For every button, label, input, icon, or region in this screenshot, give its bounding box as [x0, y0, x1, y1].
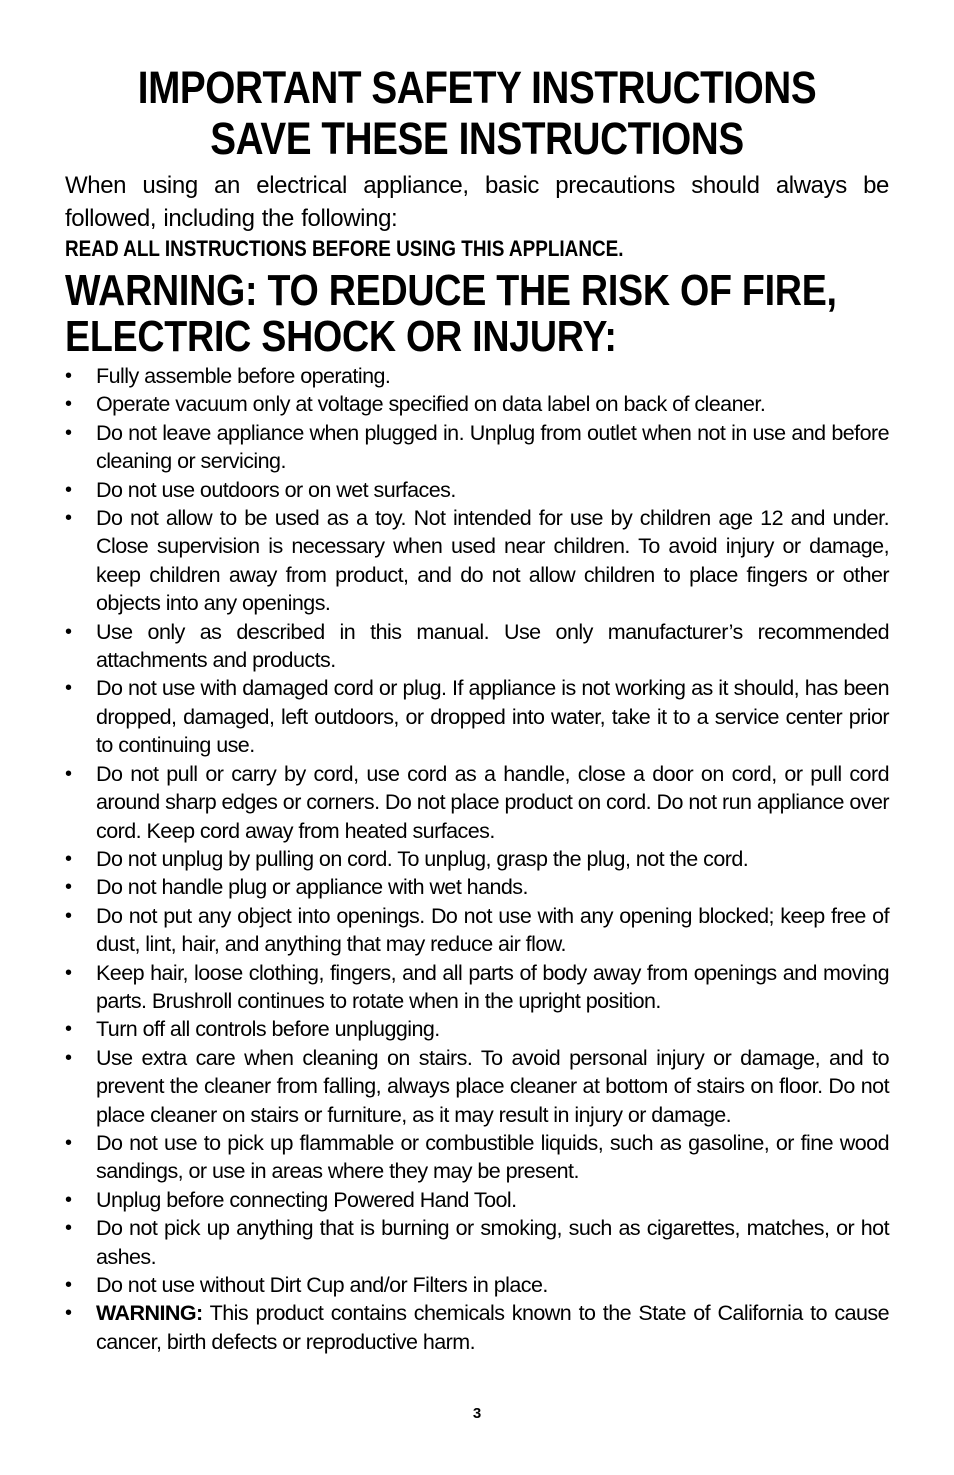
bullet-icon: •	[65, 1302, 72, 1325]
list-item-text: Keep hair, loose clothing, fingers, and all parts of body away from openings and moving parts. Brushroll continues to rotate when in the upright position.	[96, 960, 889, 1013]
warning-heading	[65, 266, 837, 361]
list-item	[65, 419, 889, 476]
list-item	[65, 1044, 889, 1129]
bullet-icon: •	[65, 677, 72, 700]
bullet-icon: •	[65, 847, 72, 870]
warning-heading-line-1: WARNING: TO REDUCE THE RISK OF FIRE,	[65, 266, 837, 315]
list-item	[65, 902, 889, 959]
list-item-california-warning	[65, 1299, 889, 1356]
list-item-text: Do not use with damaged cord or plug. If appliance is not working as it should, has been dropped, damaged, left outdoors, or dropped into water, take it to a service center prior to continuing use.	[96, 676, 889, 758]
list-item-text: Do not use outdoors or on wet surfaces.	[96, 477, 456, 502]
read-all-notice: READ ALL INSTRUCTIONS BEFORE USING THIS APPLIANCE.	[65, 236, 624, 261]
list-item	[65, 1186, 889, 1214]
list-item	[65, 618, 889, 675]
list-item	[65, 674, 889, 759]
bullet-icon: •	[65, 762, 72, 785]
bullet-icon: •	[65, 1131, 72, 1154]
bullet-icon: •	[65, 1018, 72, 1041]
intro-paragraph: When using an electrical appliance, basic precautions should always be followed, including the following:	[65, 172, 889, 232]
list-item	[65, 1271, 889, 1299]
list-item-text: Do not pick up anything that is burning or smoking, such as cigarettes, matches, or hot ashes.	[96, 1216, 889, 1269]
list-item-text: Do not unplug by pulling on cord. To unplug, grasp the plug, not the cord.	[96, 846, 749, 871]
page-number: 3	[472, 1405, 482, 1422]
warning-heading-line-2: ELECTRIC SHOCK OR INJURY:	[65, 312, 617, 361]
bullet-icon: •	[65, 1188, 72, 1211]
list-item	[65, 362, 889, 390]
list-item	[65, 760, 889, 845]
list-item-text: Do not allow to be used as a toy. Not intended for use by children age 12 and under. Close supervision is necessary when used near children. To avoid injury or damage, keep children away from product, and do not allow children to place fingers or other objects into any openings.	[96, 506, 889, 616]
safety-instructions-page	[65, 62, 889, 1356]
bullet-icon: •	[65, 478, 72, 501]
list-item	[65, 873, 889, 901]
list-item	[65, 1129, 889, 1186]
list-item-text: Turn off all controls before unplugging.	[96, 1017, 440, 1042]
page-title	[123, 62, 832, 164]
bullet-icon: •	[65, 961, 72, 984]
list-item-text: Do not use without Dirt Cup and/or Filters in place.	[96, 1273, 548, 1297]
list-item-text: Operate vacuum only at voltage specified on data label on back of cleaner.	[96, 392, 766, 417]
california-warning-label: WARNING:	[96, 1301, 203, 1326]
list-item	[65, 1015, 889, 1043]
bullet-icon: •	[65, 393, 72, 416]
list-item-text: Do not pull or carry by cord, use cord as a handle, close a door on cord, or pull cord around sharp edges or corners. Do not place product on cord. Do not run appliance over cord. Keep cord away from heated surfaces.	[96, 761, 889, 843]
list-item	[65, 1214, 889, 1271]
bullet-icon: •	[65, 904, 72, 927]
list-item-text: Fully assemble before operating.	[96, 364, 391, 388]
bullet-icon: •	[65, 1274, 72, 1296]
list-item-text: Do not use to pick up flammable or combustible liquids, such as gasoline, or fine wood sandings, or use in areas where they may be present.	[96, 1130, 889, 1184]
title-line-1: IMPORTANT SAFETY INSTRUCTIONS	[137, 62, 817, 113]
california-warning-text: This product contains chemicals known to the State of California to cause cancer, birth defects or reproductive harm.	[96, 1301, 889, 1354]
list-item	[65, 476, 889, 504]
list-item-text: Do not leave appliance when plugged in. Unplug from outlet when not in use and before cleaning or servicing.	[96, 420, 889, 474]
bullet-icon: •	[65, 365, 72, 387]
list-item	[65, 959, 889, 1016]
list-item-text: Do not put any object into openings. Do not use with any opening blocked; keep free of dust, lint, hair, and anything that may reduce air flow.	[96, 903, 889, 957]
list-item	[65, 845, 889, 873]
list-item-text: Unplug before connecting Powered Hand Tool.	[96, 1187, 517, 1212]
list-item	[65, 504, 889, 618]
bullet-icon: •	[65, 507, 72, 530]
bullet-icon: •	[65, 1217, 72, 1240]
list-item	[65, 390, 889, 418]
bullet-icon: •	[65, 1046, 72, 1069]
safety-list	[65, 362, 889, 1356]
list-item-text: Use only as described in this manual. Use only manufacturer’s recommended attachments and products.	[96, 619, 889, 673]
bullet-icon: •	[65, 421, 72, 444]
bullet-icon: •	[65, 620, 72, 643]
list-item-text: Use extra care when cleaning on stairs. To avoid personal injury or damage, and to prevent the cleaner from falling, always place cleaner at bottom of stairs on floor. Do not place cleaner on stairs or furniture, as it may result in injury or damage.	[96, 1045, 889, 1127]
list-item-text: Do not handle plug or appliance with wet hands.	[96, 875, 528, 900]
title-line-2: SAVE THESE INSTRUCTIONS	[210, 113, 744, 164]
bullet-icon: •	[65, 876, 72, 899]
